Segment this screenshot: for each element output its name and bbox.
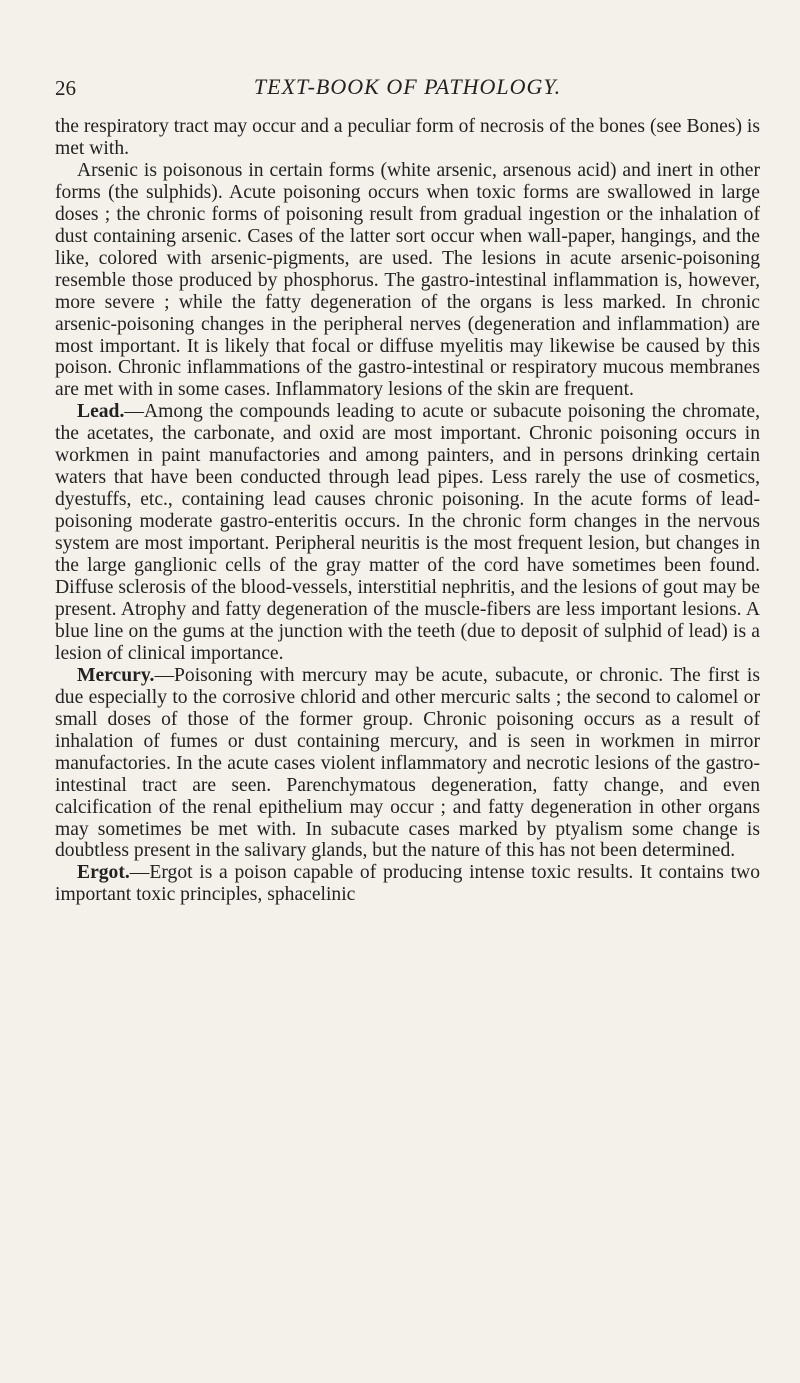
paragraph <box>55 116 760 160</box>
paragraph-arsenic <box>55 160 760 401</box>
paragraph-text: the respiratory tract may occur and a peculiar form of necrosis of the bones (see Bones) is met with. <box>55 116 760 159</box>
section-heading: Lead. <box>77 401 125 423</box>
paragraph-text: —Among the compounds leading to acute or subacute poisoning the chromate, the acetates, the carbonate, and oxid are most important. Chronic poisoning occurs in workmen in paint manufactories and among painters, and in persons drinking certain waters that have been conducted through lead pipes. Less rarely the use of cosmetics, dyestuffs, etc., containing lead causes chronic poisoning. In the acute forms of lead-poisoning moderate gastro-enteritis occurs. In the chronic form changes in the nervous system are most important. Peripheral neuritis is the most frequent lesion, but changes in the large ganglionic cells of the gray matter of the cord have sometimes been found. Diffuse sclerosis of the blood-vessels, interstitial nephritis, and the lesions of gout may be present. Atrophy and fatty degeneration of the muscle-fibers are less important lesions. A blue line on the gums at the junction with the teeth (due to deposit of sulphid of lead) is a lesion of clinical importance. <box>55 401 760 664</box>
page-header <box>55 74 760 104</box>
paragraph-ergot <box>55 862 760 906</box>
paragraph-mercury <box>55 665 760 863</box>
running-head: TEXT-BOOK OF PATHOLOGY. <box>253 74 562 99</box>
section-heading: Ergot. <box>77 862 130 884</box>
paragraph-text: Arsenic is poisonous in certain forms (white arsenic, arsenous acid) and inert in other forms (the sulphids). Acute poisoning occurs when toxic forms are swallowed in large doses ; the chronic forms of poisoning result from gradual ingestion or the inhalation of dust containing arsenic. Cases of the latter sort occur when wall-paper, hangings, and the like, colored with arsenic-pigments, are used. The lesions in acute arsenic-poisoning resemble those produced by phosphorus. The gastro-intestinal inflammation is, however, more severe ; while the fatty degeneration of the organs is less marked. In chronic arsenic-poisoning changes in the peripheral nerves (degeneration and inflammation) are most important. It is likely that focal or diffuse myelitis may likewise be caused by this poison. Chronic inflammations of the gastro-intestinal or respiratory mucous membranes are met with in some cases. Inflammatory lesions of the skin are frequent. <box>55 159 760 401</box>
paragraph-text: —Poisoning with mercury may be acute, subacute, or chronic. The first is due especially to the corrosive chlorid and other mercuric salts ; the second to calomel or small doses of those of the former group. Chronic poisoning occurs as a result of inhalation of fumes or dust containing mercury, and is seen in workmen in mirror manufactories. In the acute cases violent inflammatory and necrotic lesions of the gastro-intestinal tract are seen. Parenchymatous degeneration, fatty change, and even calcification of the renal epithelium may occur ; and fatty degeneration in other organs may sometimes be met with. In subacute cases marked by ptyalism some change is doubtless present in the salivary glands, but the nature of this has not been determined. <box>55 664 760 862</box>
paragraph-lead <box>55 401 760 664</box>
page-number: 26 <box>55 76 76 100</box>
body-text <box>55 116 760 906</box>
section-heading: Mercury. <box>77 664 155 686</box>
paragraph-text: —Ergot is a poison capable of producing intense toxic results. It contains two important toxic principles, sphacelinic <box>55 862 760 906</box>
